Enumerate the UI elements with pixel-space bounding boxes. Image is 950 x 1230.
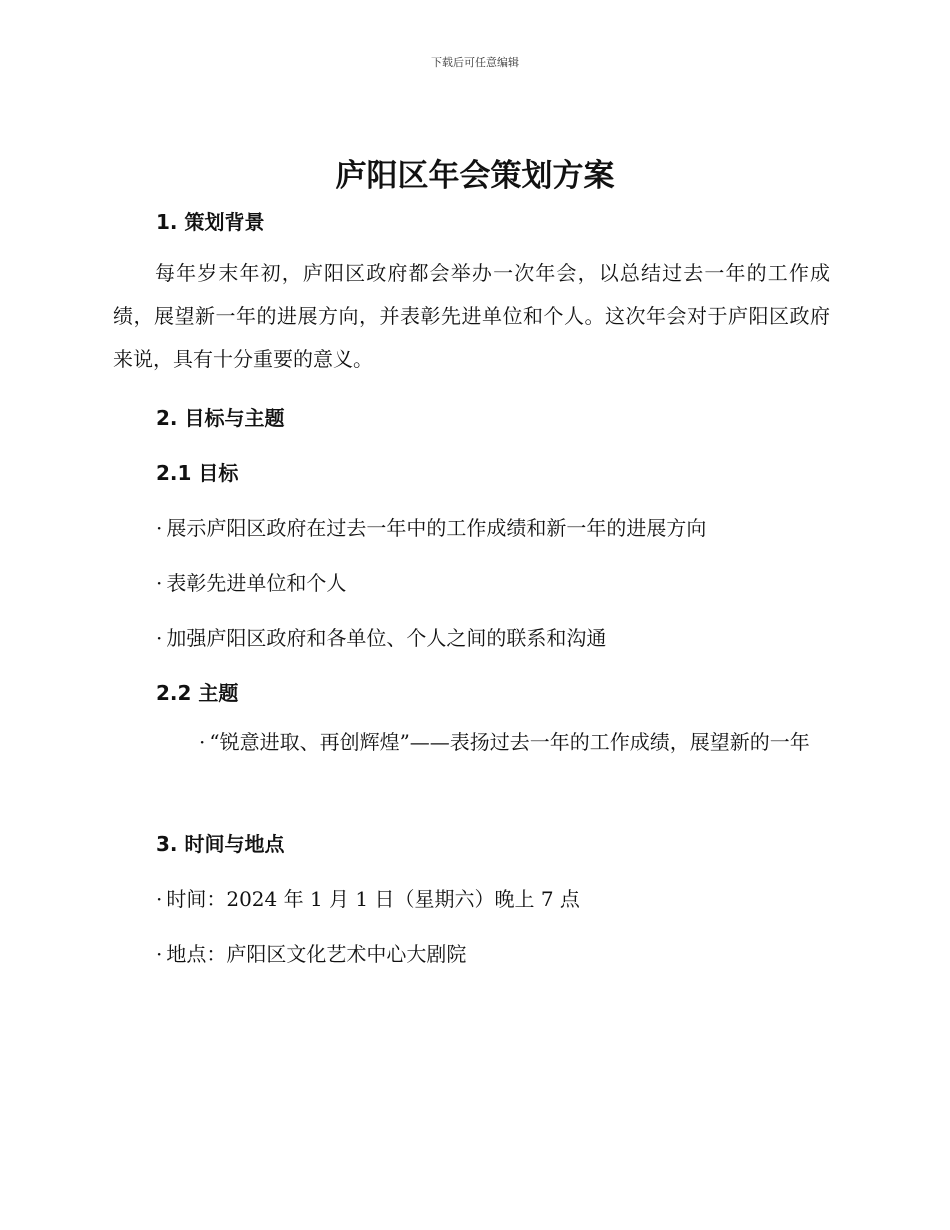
list-item — [156, 883, 580, 912]
bullet-icon: · — [156, 887, 163, 911]
list-item — [156, 567, 346, 596]
list-item — [156, 512, 706, 541]
subsection-heading-goals: 2.1 目标 — [156, 461, 239, 485]
section-heading-goals-theme: 2. 目标与主题 — [156, 406, 285, 430]
time-item: 时间：2024 年 1 月 1 日（星期六）晚上 7 点 — [166, 887, 580, 911]
goal-item-2: 表彰先进单位和个人 — [166, 571, 347, 595]
subsection-heading-theme: 2.2 主题 — [156, 681, 239, 705]
goal-item-1: 展示庐阳区政府在过去一年中的工作成绩和新一年的进展方向 — [166, 516, 707, 540]
bullet-icon: · — [199, 730, 206, 754]
header-note: 下载后可任意编辑 — [431, 56, 519, 69]
bullet-icon: · — [156, 626, 163, 650]
goal-item-3: 加强庐阳区政府和各单位、个人之间的联系和沟通 — [166, 626, 607, 650]
list-item — [113, 721, 830, 764]
document-title: 庐阳区年会策划方案 — [335, 158, 615, 194]
section-heading-background: 1. 策划背景 — [156, 210, 265, 234]
background-paragraph: 每年岁末年初，庐阳区政府都会举办一次年会，以总结过去一年的工作成绩，展望新一年的进展方向，并表彰先进单位和个人。这次年会对于庐阳区政府来说，具有十分重要的意义。 — [113, 261, 830, 371]
place-item: 地点：庐阳区文化艺术中心大剧院 — [166, 942, 467, 966]
bullet-icon: · — [156, 571, 163, 595]
bullet-icon: · — [156, 516, 163, 540]
list-item — [156, 622, 606, 651]
theme-item-1: “锐意进取、再创辉煌”——表扬过去一年的工作成绩，展望新的一年 — [209, 730, 810, 754]
list-item — [156, 938, 466, 967]
bullet-icon: · — [156, 942, 163, 966]
section-heading-time-place: 3. 时间与地点 — [156, 832, 285, 856]
